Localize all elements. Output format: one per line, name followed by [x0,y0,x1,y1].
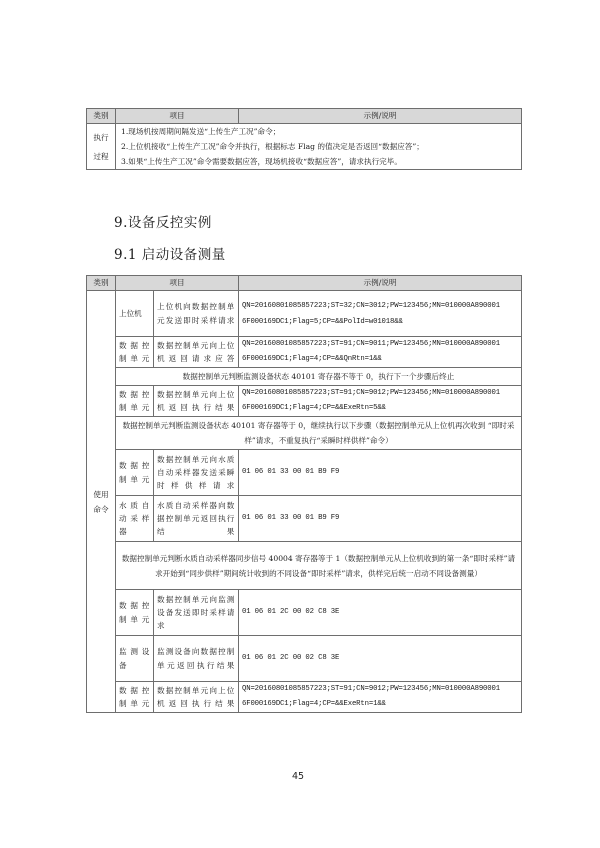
table-row [87,636,522,682]
category-line: 使用 [93,489,109,499]
example-cell: 01 06 01 33 00 01 B9 F9 [239,450,522,496]
action-cell: 监测设备向数据控制单元返回执行结果 [154,636,239,682]
table-row [87,496,522,542]
action-cell: 数据控制单元向监测设备发送即时采样请求 [154,590,239,636]
example-cell [239,291,522,337]
table-row [87,450,522,496]
actor-cell: 水质自动采样器 [116,496,154,542]
example-line: 6F000169DC1;Flag=4;CP=&&ExeRtn=1&& [242,700,386,708]
action-cell: 上位机向数据控制单元发送即时采样请求 [154,291,239,337]
actor-cell: 数据控制单元 [116,337,154,368]
process-step: 3.如果“上传生产工况”命令需要数据应答，现场机接收“数据应答”，请求执行完毕。 [116,154,522,170]
note-cell: 数据控制单元判断水质自动采样器同步信号 40004 寄存器等于 1（数据控制单元从上位机收到的第一条“即时采样”请求开始到“同步供样”期间统计收到的不同设备“即时采样”请求，供样完后统一启动不同设备测量） [116,542,522,590]
action-cell: 数据控制单元向水质自动采样器发送采瞬时样供样请求 [154,450,239,496]
example-line: QN=20160801085857223;ST=91;CN=9011;PW=123456;MN=010000A890001 [242,340,500,348]
page-number: 45 [292,771,305,782]
actor-cell: 上位机 [116,291,154,337]
table-row [87,124,522,140]
table-header-row [87,109,522,124]
example-line: 6F000169DC1;Flag=5;CP=&&PolId=w01018&& [242,317,403,326]
table-row [87,682,522,713]
process-step: 1.现场机按周期间隔发送“上传生产工况”命令； [116,124,522,140]
category-line: 命令 [93,504,109,514]
header-item: 项目 [116,109,239,124]
action-cell: 数据控制单元向上位机返回执行结果 [154,682,239,713]
example-line: QN=20160801085857223;ST=91;CN=9012;PW=123456;MN=010000A890001 [242,685,500,693]
table-row [87,542,522,590]
note-cell: 数据控制单元判断监测设备状态 40101 寄存器不等于 0，执行下一个步骤后终止 [116,368,522,386]
example-cell: 01 06 01 33 00 01 B9 F9 [239,496,522,542]
example-line: 6F000169DC1;Flag=4;CP=&&ExeRtn=5&& [242,404,386,412]
action-cell: 数据控制单元向上位机返回请求应答 [154,337,239,368]
note-cell: 数据控制单元判断监测设备状态 40101 寄存器等于 0，继续执行以下步骤（数据控制单元从上位机再次收到 “即时采样”请求，不重复执行“采瞬时样供样”命令） [116,417,522,450]
table-row [87,368,522,386]
process-step: 2.上位机接收“上传生产工况”命令并执行，根据标志 Flag 的值决定是否返回“数据应答”； [116,139,522,154]
header-example: 示例/说明 [239,109,522,124]
category-cell [87,124,116,170]
category-line: 过程 [93,151,109,161]
example-line: QN=20160801085857223;ST=32;CN=3012;PW=123456;MN=010000A890001 [242,301,500,310]
example-cell: 01 06 01 2C 00 02 C8 3E [239,590,522,636]
header-category: 类别 [87,109,116,124]
action-cell: 数据控制单元向上位机返回执行结果 [154,386,239,417]
section-title: 9.设备反控实例 [114,215,212,231]
actor-cell: 数据控制单元 [116,386,154,417]
subsection-title: 9.1 启动设备测量 [114,247,226,263]
example-cell [239,337,522,368]
table-row [87,337,522,368]
table-row [87,291,522,337]
example-cell [239,682,522,713]
table-row [87,154,522,170]
execution-process-table [86,108,522,170]
actor-cell: 数据控制单元 [116,682,154,713]
table-row [87,417,522,450]
header-item: 项目 [116,276,239,291]
table-row [87,590,522,636]
example-cell: 01 06 01 2C 00 02 C8 3E [239,636,522,682]
category-line: 执行 [93,132,109,142]
header-category: 类别 [87,276,116,291]
device-control-table [86,275,522,713]
actor-cell: 数据控制单元 [116,590,154,636]
action-cell: 水质自动采样器向数据控制单元返回执行结果 [154,496,239,542]
category-cell [87,291,116,713]
table-row [87,386,522,417]
example-cell [239,386,522,417]
example-line: QN=20160801085857223;ST=91;CN=9012;PW=123456;MN=010000A890001 [242,389,500,397]
actor-cell: 监测设备 [116,636,154,682]
table-header-row [87,276,522,291]
table-row [87,139,522,154]
example-line: 6F000169DC1;Flag=4;CP=&&QnRtn=1&& [242,355,382,363]
actor-cell: 数据控制单元 [116,450,154,496]
header-example: 示例/说明 [239,276,522,291]
